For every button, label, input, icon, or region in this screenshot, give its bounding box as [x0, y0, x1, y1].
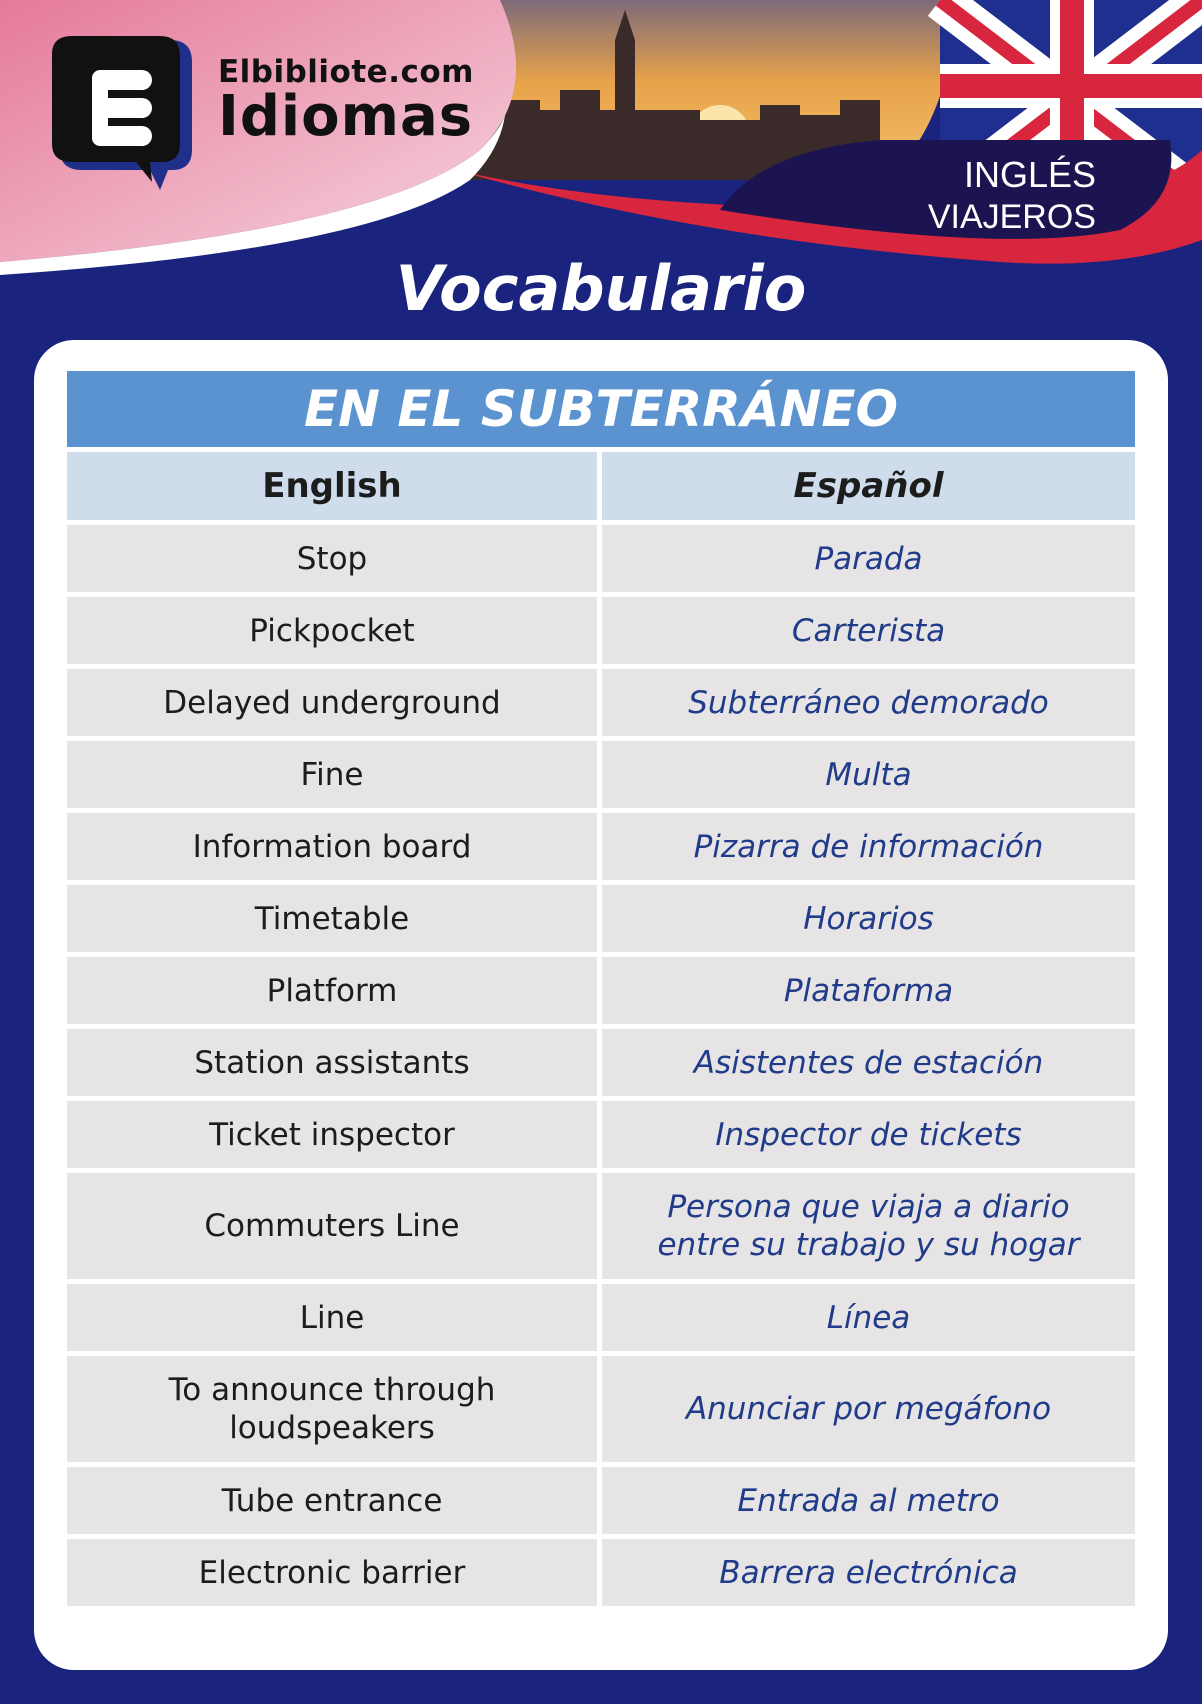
table-row — [67, 1539, 1135, 1606]
english-term: Ticket inspector — [67, 1101, 597, 1168]
english-term: Station assistants — [67, 1029, 597, 1096]
table-body — [67, 525, 1135, 1606]
spanish-term: Plataforma — [602, 957, 1135, 1024]
spanish-term: Carterista — [602, 597, 1135, 664]
english-term: Timetable — [67, 885, 597, 952]
table-row — [67, 1284, 1135, 1351]
spanish-term: Barrera electrónica — [602, 1539, 1135, 1606]
category-badge — [928, 154, 1096, 237]
spanish-term: Parada — [602, 525, 1135, 592]
spanish-term: Multa — [602, 741, 1135, 808]
table-header-row — [67, 452, 1135, 520]
english-term: Stop — [67, 525, 597, 592]
spanish-term: Subterráneo demorado — [602, 669, 1135, 736]
table-row — [67, 597, 1135, 664]
logo-icon — [52, 36, 192, 190]
table-row — [67, 1029, 1135, 1096]
table-row — [67, 669, 1135, 736]
header-english: English — [67, 452, 597, 520]
badge-line-2: VIAJEROS — [927, 198, 1096, 236]
table-title: EN EL SUBTERRÁNEO — [67, 371, 1135, 447]
english-term: Fine — [67, 741, 597, 808]
english-term: Delayed underground — [67, 669, 597, 736]
table-row — [67, 741, 1135, 808]
english-term: Pickpocket — [67, 597, 597, 664]
spanish-term: Línea — [602, 1284, 1135, 1351]
spanish-term: Asistentes de estación — [602, 1029, 1135, 1096]
english-term: Platform — [67, 957, 597, 1024]
spanish-term: Persona que viaja a diario entre su trabajo y su hogar — [602, 1173, 1135, 1279]
english-term: Tube entrance — [67, 1467, 597, 1534]
table-row — [67, 525, 1135, 592]
english-term: Electronic barrier — [67, 1539, 597, 1606]
english-term: To announce through loudspeakers — [67, 1356, 597, 1462]
spanish-term: Inspector de tickets — [602, 1101, 1135, 1168]
spanish-term: Horarios — [602, 885, 1135, 952]
table-row — [67, 1467, 1135, 1534]
brand-site: Elbibliote.com — [218, 54, 474, 90]
brand-logo-text — [218, 54, 474, 149]
badge-line-1: INGLÉS — [963, 154, 1096, 195]
english-term: Commuters Line — [67, 1173, 597, 1279]
spanish-term: Entrada al metro — [602, 1467, 1135, 1534]
vocabulary-table — [67, 371, 1135, 1606]
spanish-term: Anunciar por megáfono — [602, 1356, 1135, 1462]
table-row — [67, 1173, 1135, 1279]
english-term: Information board — [67, 813, 597, 880]
english-term: Line — [67, 1284, 597, 1351]
table-row — [67, 1101, 1135, 1168]
table-row — [67, 813, 1135, 880]
table-row — [67, 885, 1135, 952]
table-row — [67, 957, 1135, 1024]
spanish-term: Pizarra de información — [602, 813, 1135, 880]
header-spanish: Español — [602, 452, 1135, 520]
brand-name: Idiomas — [218, 84, 474, 149]
page-title: Vocabulario — [395, 252, 807, 325]
table-row — [67, 1356, 1135, 1462]
